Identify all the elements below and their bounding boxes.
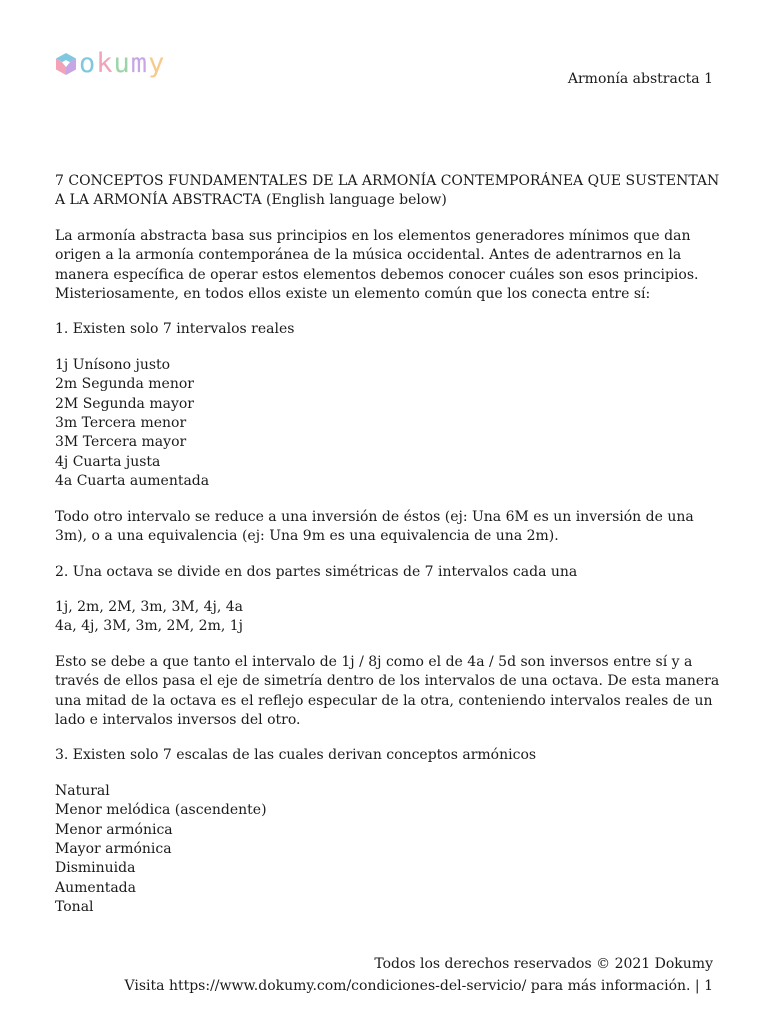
dokumy-cube-icon bbox=[55, 52, 77, 76]
dokumy-logo bbox=[55, 50, 165, 77]
logo-letter: u bbox=[113, 48, 131, 79]
list-item: Tonal bbox=[55, 899, 94, 916]
logo-letter: y bbox=[148, 48, 166, 79]
page-footer bbox=[125, 953, 713, 997]
logo-letter: k bbox=[96, 48, 114, 79]
intervals-list bbox=[55, 356, 720, 492]
list-item: 4a Cuarta aumentada bbox=[55, 473, 210, 490]
logo-letter: m bbox=[130, 48, 149, 79]
logo-letter: o bbox=[79, 48, 97, 79]
footer-visit-link[interactable]: Visita https://www.dokumy.com/condiciones-del-servicio/ para más información. | 1 bbox=[124, 978, 713, 994]
section3-title: 3. Existen solo 7 escalas de las cuales derivan conceptos armónicos bbox=[55, 747, 537, 764]
list-item: 1j, 2m, 2M, 3m, 3M, 4j, 4a bbox=[55, 598, 244, 615]
octave-lines bbox=[55, 598, 720, 637]
list-item: 2M Segunda mayor bbox=[55, 395, 194, 412]
document-body bbox=[55, 172, 720, 934]
list-item: Mayor armónica bbox=[55, 840, 172, 857]
scales-list bbox=[55, 782, 720, 918]
section1-note: Todo otro intervalo se reduce a una inversión de éstos (ej: Una 6M es un inversión de una 3m), o a una equivalencia (ej: Una 9m es una equivalencia de una 2m). bbox=[55, 508, 694, 545]
page-header-title: Armonía abstracta 1 bbox=[567, 71, 713, 87]
list-item: 3m Tercera menor bbox=[55, 415, 187, 432]
section1-title: 1. Existen solo 7 intervalos reales bbox=[55, 321, 295, 338]
intro-paragraph: La armonía abstracta basa sus principios en los elementos generadores mínimos que dan origen a la armonía contemporánea de la música occidental. Antes de adentrarnos en la manera específica de operar estos elementos debemos conocer cuáles son esos principios. Misteriosamente, en todos ellos existe un elemento común que los conecta entre sí: bbox=[55, 227, 699, 303]
section2-note: Esto se debe a que tanto el intervalo de 1j / 8j como el de 4a / 5d son inversos entre sí y a través de ellos pasa el eje de simetría dentro de los intervalos de una octava. De esta manera una mitad de la octava es el reflejo especular de la otra, conteniendo intervalos reales de un lado e intervalos inversos del otro. bbox=[55, 653, 720, 728]
list-item: Aumentada bbox=[55, 879, 136, 896]
list-item: 3M Tercera mayor bbox=[55, 434, 187, 451]
list-item: Natural bbox=[55, 782, 110, 799]
list-item: Menor melódica (ascendente) bbox=[55, 802, 267, 819]
list-item: Menor armónica bbox=[55, 821, 173, 838]
list-item: 4j Cuarta justa bbox=[55, 453, 161, 470]
list-item: 2m Segunda menor bbox=[55, 376, 194, 393]
list-item: 1j Unísono justo bbox=[55, 356, 171, 373]
footer-rights: Todos los derechos reservados © 2021 Dokumy bbox=[374, 956, 713, 972]
list-item: Disminuida bbox=[55, 860, 136, 877]
section2-title: 2. Una octava se divide en dos partes simétricas de 7 intervalos cada una bbox=[55, 563, 578, 580]
list-item: 4a, 4j, 3M, 3m, 2M, 2m, 1j bbox=[55, 618, 244, 635]
logo-wordmark bbox=[79, 50, 165, 77]
document-heading: 7 CONCEPTOS FUNDAMENTALES DE LA ARMONÍA CONTEMPORÁNEA QUE SUSTENTAN A LA ARMONÍA ABSTRACTA (English language below) bbox=[55, 173, 720, 209]
